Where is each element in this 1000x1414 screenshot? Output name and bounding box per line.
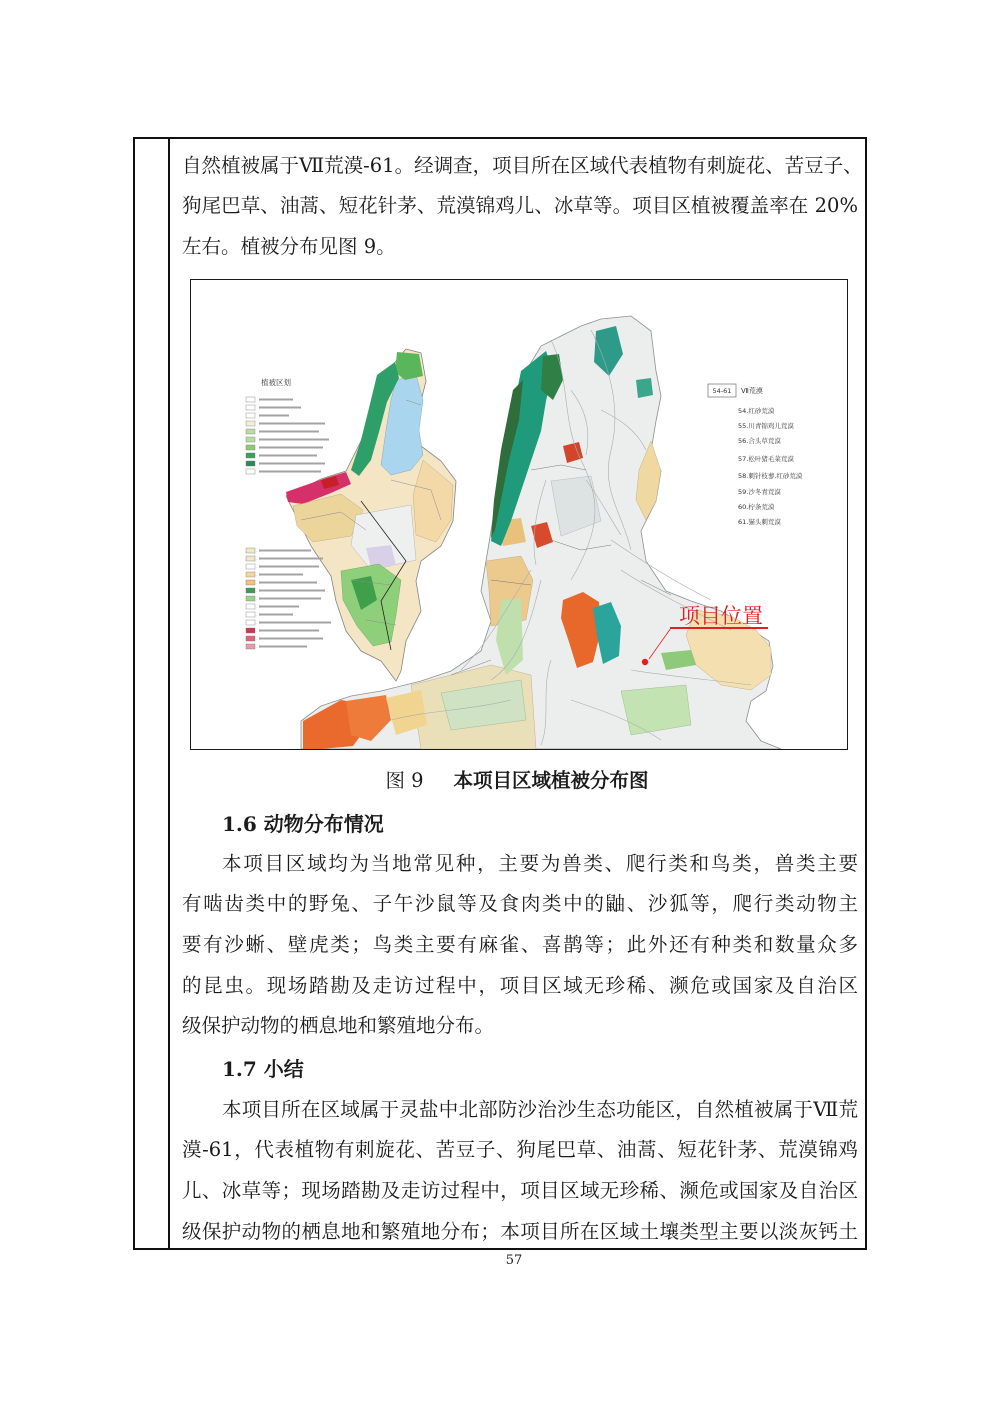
legend-item: 57.松叶猪毛菜荒漠 xyxy=(738,455,794,463)
inset-legend-text-line xyxy=(259,415,289,417)
paragraph-line: 左右。植被分布见图 9。 xyxy=(182,234,396,258)
inset-legend-swatch xyxy=(246,429,255,434)
legend-code: 54-61 xyxy=(712,387,732,395)
inset-legend-swatch xyxy=(246,405,255,410)
section-heading-1-6: 1.6 动物分布情况 xyxy=(222,811,384,836)
inset-legend-text-line xyxy=(259,550,311,552)
paragraph-line: 本项目区域均为当地常见种，主要为兽类、爬行类和鸟类，兽类主要 xyxy=(222,851,858,875)
frame-top-border xyxy=(133,137,867,139)
inset-legend-text-line xyxy=(259,582,317,584)
inset-legend-text-line xyxy=(259,622,331,624)
inset-region-lavender xyxy=(366,545,396,568)
project-location-label: 项目位置 xyxy=(679,604,763,628)
inset-legend-text-line xyxy=(259,630,319,632)
legend-item: 60.柠条荒漠 xyxy=(738,503,775,511)
inset-legend-swatch xyxy=(246,556,255,561)
inset-legend-swatch xyxy=(246,644,255,649)
inset-legend-text-line xyxy=(259,646,307,648)
legend-item: 61.猫头刺荒漠 xyxy=(738,518,781,526)
inset-legend-text-line xyxy=(259,606,299,608)
inset-legend-text-line xyxy=(259,431,319,433)
paragraph-line: 有啮齿类中的野兔、子午沙鼠等及食肉类中的鼬、沙狐等，爬行类动物主 xyxy=(182,892,858,916)
inset-legend-swatch xyxy=(246,453,255,458)
main-legend xyxy=(708,384,803,526)
inset-legend-swatch xyxy=(246,620,255,625)
inset-legend-swatch xyxy=(246,588,255,593)
inset-legend-swatch xyxy=(246,572,255,577)
inset-legend-text-line xyxy=(259,598,321,600)
figure-caption xyxy=(168,760,866,801)
intro-paragraph xyxy=(182,146,863,268)
inset-legend-text-line xyxy=(259,558,323,560)
inset-legend-text-line xyxy=(259,590,325,592)
inset-legend-swatch xyxy=(246,580,255,585)
inset-legend-text-line xyxy=(259,638,323,640)
inset-legend-swatch xyxy=(246,604,255,609)
legend-item: 56.合头草荒漠 xyxy=(738,437,781,445)
paragraph-line: 本项目所在区域属于灵盐中北部防沙治沙生态功能区，自然植被属于Ⅶ荒 xyxy=(222,1097,858,1121)
paragraph-line: 的昆虫。现场踏勘及走访过程中，项目区域无珍稀、濒危或国家及自治区 xyxy=(182,973,858,997)
map-region-teal-small xyxy=(636,378,653,398)
inset-legend-text-line xyxy=(259,614,293,616)
paragraph-line: 漠-61，代表植物有刺旋花、苦豆子、狗尾巴草、油蒿、短花针茅、荒漠锦鸡 xyxy=(182,1138,858,1162)
section-1-6-paragraph xyxy=(182,844,858,1047)
paragraph-line: 狗尾巴草、油蒿、短花针茅、荒漠锦鸡儿、冰草等。项目区植被覆盖率在 20% xyxy=(182,194,858,218)
inset-legend-text-line xyxy=(259,455,317,457)
figure-caption-title: 本项目区域植被分布图 xyxy=(453,769,649,792)
project-location-dot xyxy=(642,659,648,665)
inset-legend-swatch xyxy=(246,628,255,633)
inset-legend-swatch xyxy=(246,437,255,442)
legend-item: 58.刺针枝蓼.红砂荒漠 xyxy=(738,472,803,480)
inset-legend-swatch xyxy=(246,397,255,402)
legend-title: Ⅶ荒漠 xyxy=(741,387,763,395)
paragraph-line: 自然植被属于Ⅶ荒漠-61。经调查，项目所在区域代表植物有刺旋花、苦豆子、 xyxy=(182,153,863,177)
paragraph-line: 级保护动物的栖息地和繁殖地分布。 xyxy=(182,1014,495,1038)
inset-legend-swatch xyxy=(246,636,255,641)
inset-legend-text-line xyxy=(259,463,325,465)
inset-legend-text-line xyxy=(259,439,329,441)
vegetation-map-figure xyxy=(190,279,848,750)
inset-legend-text-line xyxy=(259,574,303,576)
frame-left-border xyxy=(133,137,135,1250)
frame-right-border xyxy=(865,137,867,1250)
section-heading-1-7: 1.7 小结 xyxy=(222,1056,304,1081)
page-number: 57 xyxy=(505,1253,523,1268)
inset-legend-swatches xyxy=(246,397,255,649)
legend-item: 55.川青锦鸡儿荒漠 xyxy=(738,422,794,430)
paragraph-line: 级保护动物的栖息地和繁殖地分布；本项目所在区域土壤类型主要以淡灰钙土 xyxy=(182,1219,858,1243)
inset-legend-text-line xyxy=(259,423,325,425)
inset-legend-text-line xyxy=(259,447,323,449)
section-1-7-paragraph xyxy=(182,1090,858,1253)
paragraph-line: 儿、冰草等；现场踏勘及走访过程中，项目区域无珍稀、濒危或国家及自治区 xyxy=(182,1178,858,1202)
inset-legend-text-line xyxy=(259,399,293,401)
inset-legend-swatch xyxy=(246,564,255,569)
inset-legend-swatch xyxy=(246,469,255,474)
figure-caption-label: 图 9 xyxy=(385,769,424,792)
inset-legend-swatch xyxy=(246,413,255,418)
paragraph-line: 要有沙蜥、壁虎类；鸟类主要有麻雀、喜鹊等；此外还有种类和数量众多 xyxy=(182,932,858,956)
legend-item: 54.红砂荒漠 xyxy=(738,407,775,415)
inset-legend-text-line xyxy=(259,407,301,409)
inset-legend-swatch xyxy=(246,548,255,553)
inset-legend-swatch xyxy=(246,445,255,450)
inset-legend-swatch xyxy=(246,596,255,601)
inset-legend-text-line xyxy=(259,566,319,568)
inset-legend-text-line xyxy=(259,471,321,473)
inset-legend-title: 植被区划 xyxy=(261,378,291,387)
frame-inner-divider xyxy=(168,137,170,1250)
legend-item: 59.沙冬青荒漠 xyxy=(738,488,781,496)
inset-legend-swatch xyxy=(246,421,255,426)
vegetation-map xyxy=(191,280,847,749)
inset-legend-swatch xyxy=(246,461,255,466)
inset-legend-swatch xyxy=(246,612,255,617)
